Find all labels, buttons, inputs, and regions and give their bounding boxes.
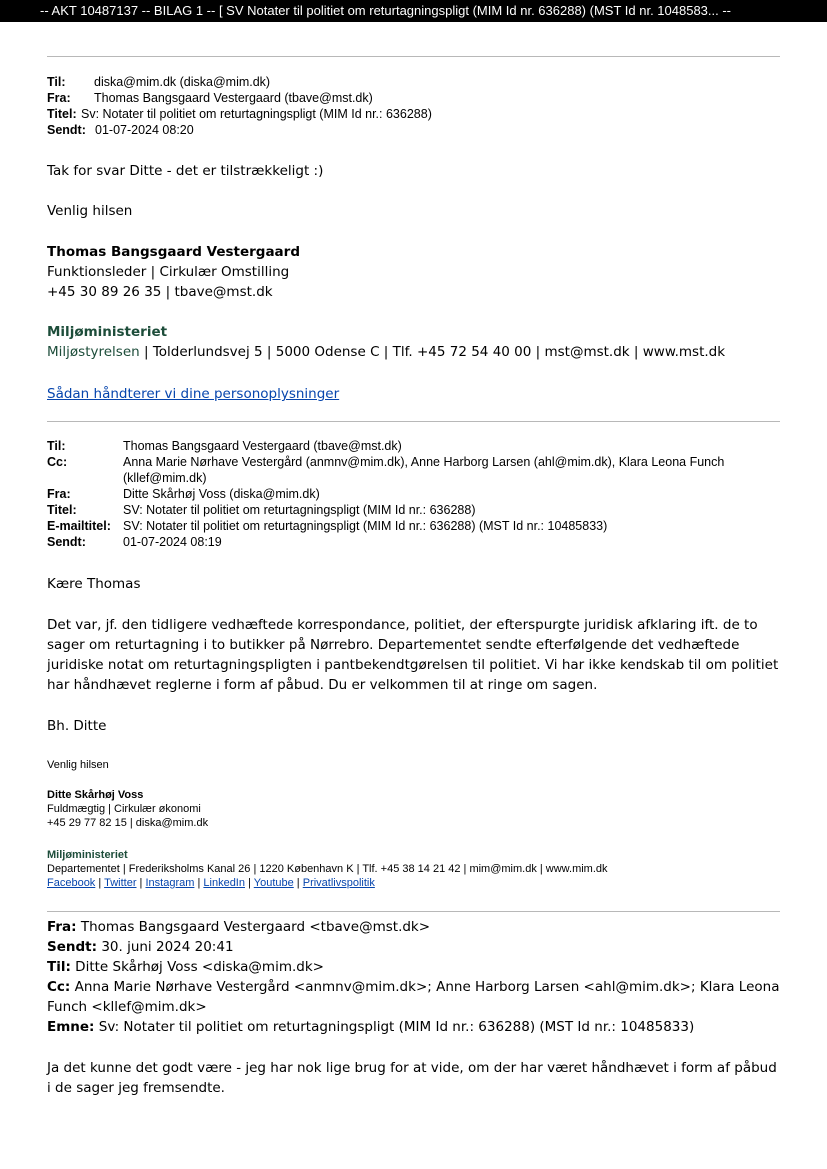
- facebook-link[interactable]: Facebook: [47, 877, 96, 889]
- header-from: Fra: Thomas Bangsgaard Vestergaard (tbave@mst.dk): [47, 91, 373, 105]
- header-to: Til: Thomas Bangsgaard Vestergaard (tbave@mst.dk): [47, 439, 402, 453]
- signature-contact: +45 29 77 82 15 | diska@mim.dk: [47, 817, 209, 829]
- twitter-link[interactable]: Twitter: [104, 877, 137, 889]
- divider: [47, 56, 780, 57]
- salutation-2: Kære Thomas: [47, 576, 141, 592]
- email-body-1: Tak for svar Ditte - det er tilstrækkeligt :): [47, 163, 324, 179]
- signature-title: Fuldmægtig | Cirkulær økonomi: [47, 803, 201, 815]
- org-name: Miljøministeriet: [47, 324, 168, 340]
- signature-contact: +45 30 89 26 35 | tbave@mst.dk: [47, 284, 273, 300]
- header-sent: Sendt: 30. juni 2024 20:41: [47, 939, 234, 955]
- header-cc: Cc: Anna Marie Nørhave Vestergård <anmnv@mim.dk>; Anne Harborg Larsen <ahl@mim.dk>; Klara Leona Funch <kllef@mim.dk>: [47, 979, 780, 1015]
- greeting-2: Venlig hilsen: [47, 759, 109, 771]
- signature-name: Ditte Skårhøj Voss: [47, 789, 144, 801]
- email-body-2: Det var, jf. den tidligere vedhæftede korrespondance, politiet, der efterspurgte juridisk afklaring ift. de to sager om returtagning i to butikker på Nørrebro. Departementet sendte efterfølgende det vedhæftede juridiske notat om returtagningspligten i pantbekendtgørelsen til politiet. Vi har ikke kendskab til om politiet har håndhævet reglerne i form af påbud. Du er velkommen til at ringe om sagen.: [47, 617, 779, 693]
- divider: [47, 911, 780, 912]
- header-email-title: E-mailtitel: SV: Notater til politiet om returtagningspligt (MIM Id nr.: 636288) (MST Id nr.: 10485833): [47, 519, 608, 533]
- privacy-link-line: [47, 384, 782, 404]
- instagram-link[interactable]: Instagram: [145, 877, 195, 889]
- header-title: Titel: SV: Notater til politiet om returtagningspligt (MIM Id nr.: 636288): [47, 503, 476, 517]
- org-line: Departementet | Frederiksholms Kanal 26 | 1220 København K | Tlf. +45 38 14 21 42 | mim@mim.dk | www.mim.dk: [47, 863, 608, 875]
- header-title: Titel: Sv: Notater til politiet om returtagningspligt (MIM Id nr.: 636288): [47, 107, 432, 121]
- social-links: Facebook | Twitter | Instagram | LinkedIn | Youtube | Privatlivspolitik: [47, 877, 375, 889]
- privacy-policy-link[interactable]: Privatlivspolitik: [302, 877, 375, 889]
- header-to: Til: diska@mim.dk (diska@mim.dk): [47, 75, 271, 89]
- header-sent: Sendt: 01-07-2024 08:19: [47, 535, 222, 549]
- org-name: Miljøministeriet: [47, 849, 128, 861]
- org-block-2: [47, 848, 782, 890]
- linkedin-link[interactable]: LinkedIn: [203, 877, 245, 889]
- header-cc: Cc: Anna Marie Nørhave Vestergård (anmnv@mim.dk), Anne Harborg Larsen (ahl@mim.dk), Klara Leona Funch (kllef@mim.dk): [47, 455, 725, 485]
- email-header-1: [47, 74, 432, 138]
- header-sent: Sendt: 01-07-2024 08:20: [47, 123, 194, 137]
- email-header-2: [47, 438, 782, 550]
- signature-2: [47, 788, 782, 830]
- header-from: Fra: Ditte Skårhøj Voss (diska@mim.dk): [47, 487, 320, 501]
- greeting-1: Venlig hilsen: [47, 203, 133, 219]
- divider: [47, 421, 780, 422]
- signature-title: Funktionsleder | Cirkulær Omstilling: [47, 264, 290, 280]
- header-to: Til: Ditte Skårhøj Voss <diska@mim.dk>: [47, 959, 324, 975]
- email-body-3: Ja det kunne det godt være - jeg har nok lige brug for at vide, om der har været håndhævet i form af påbud i de sager jeg fremsendte.: [47, 1060, 777, 1096]
- org-address: Miljøstyrelsen | Tolderlundsvej 5 | 5000 Odense C | Tlf. +45 72 54 40 00 | mst@mst.dk | www.mst.dk: [47, 344, 726, 360]
- org-dept: Miljøstyrelsen: [47, 344, 140, 360]
- header-subject: Emne: Sv: Notater til politiet om returtagningspligt (MIM Id nr.: 636288) (MST Id nr.: 10485833): [47, 1019, 695, 1035]
- document-banner: -- AKT 10487137 -- BILAG 1 -- [ SV Notater til politiet om returtagningspligt (MIM Id nr. 636288) (MST Id nr. 1048583... --: [0, 0, 827, 22]
- email-header-3: [47, 917, 782, 1037]
- signature-name: Thomas Bangsgaard Vestergaard: [47, 244, 300, 260]
- header-from: Fra: Thomas Bangsgaard Vestergaard <tbave@mst.dk>: [47, 919, 431, 935]
- signoff-2: Bh. Ditte: [47, 718, 107, 734]
- youtube-link[interactable]: Youtube: [253, 877, 294, 889]
- signature-1: [47, 242, 782, 302]
- privacy-link[interactable]: Sådan håndterer vi dine personoplysninger: [47, 386, 340, 402]
- org-block-1: [47, 322, 782, 362]
